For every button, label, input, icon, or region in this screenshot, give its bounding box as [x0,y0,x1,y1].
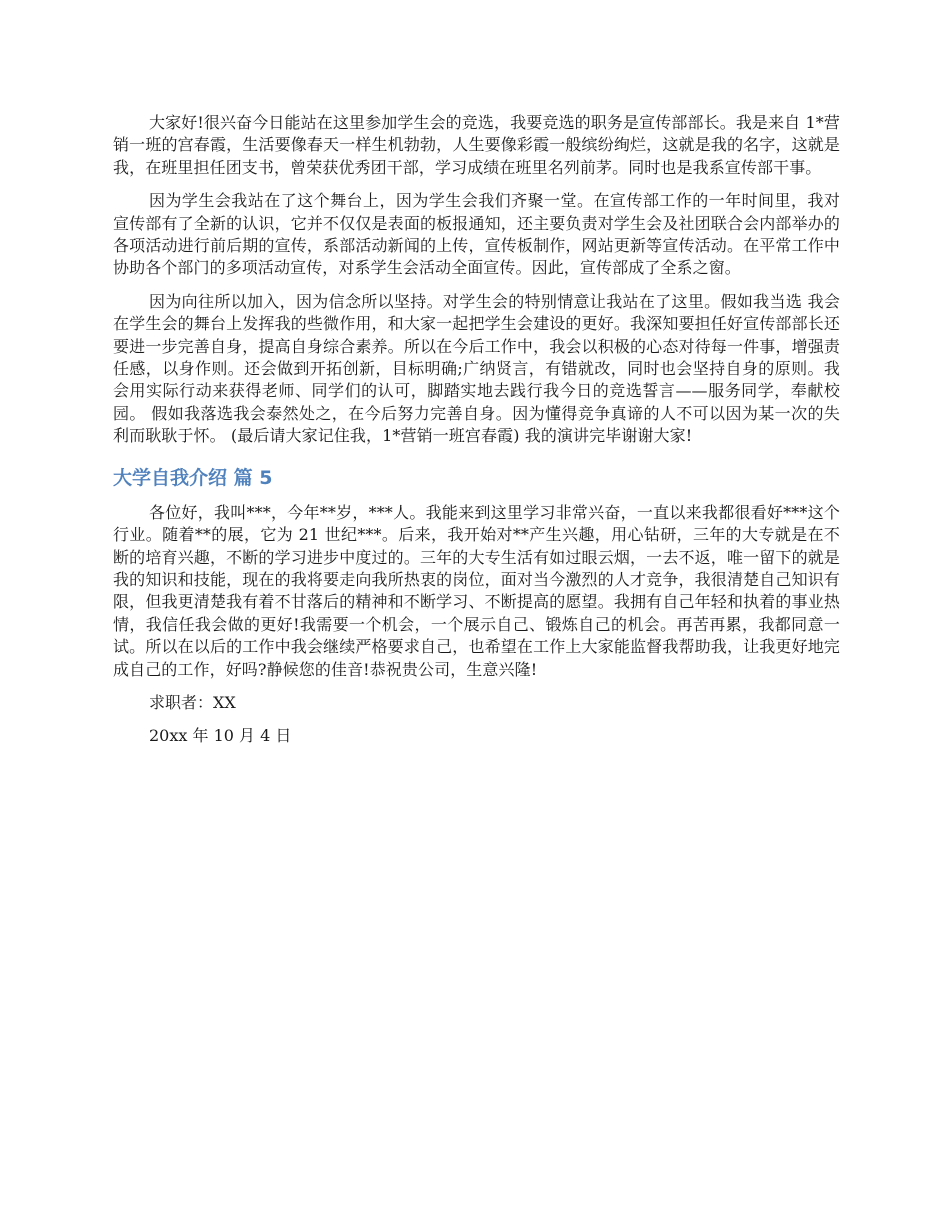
date-line: 20xx 年 10 月 4 日 [149,726,292,746]
intro-paragraph: 各位好，我叫***，今年**岁，***人。我能来到这里学习非常兴奋，一直以来我都很看好***这个行业。随着**的展，它为 21 世纪***。后来，我开始对**产生兴趣，用心钻研，三年的大专就是在不断的培育兴趣，不断的学习进步中度过的。三年的大专生活有如过眼云烟，一去不返，唯一留下的就是我的知识和技能，现在的我将要走向我所热衷的岗位，面对当今激烈的人才竞争，我很清楚自己知识有限，但我更清楚我有着不甘落后的精神和不断学习、不断提高的愿望。我拥有自己年轻和执着的事业热情，我信任我会做的更好!我需要一个机会，一个展示自己、锻炼自己的机会。再苦再累，我都同意一试。所以在以后的工作中我会继续严格要求自己，也希望在工作上大家能监督我帮助我，让我更好地完成自己的工作，好吗?静候您的佳音!恭祝贵公司，生意兴隆! [113,502,840,679]
applicant-line: 求职者：XX [149,692,236,712]
document-page [113,112,840,759]
speech-paragraph-1: 大家好!很兴奋今日能站在这里参加学生会的竞选，我要竞选的职务是宣传部部长。我是来自 1*营销一班的宫春霞，生活要像春天一样生机勃勃，人生要像彩霞一般缤纷绚烂，这就是我的名字，这就是我，在班里担任团支书，曾荣获优秀团干部，学习成绩在班里名列前茅。同时也是我系宣传部干事。 [113,113,840,177]
speech-paragraph-3: 因为向往所以加入，因为信念所以坚持。对学生会的特别情意让我站在了这里。假如我当选 我会在学生会的舞台上发挥我的些微作用，和大家一起把学生会建设的更好。我深知要担任好宣传部部长还要进一步完善自身，提高自身综合素养。所以在今后工作中，我会以积极的心态对待每一件事，增强责任感，以身作则。还会做到开拓创新，目标明确;广纳贤言，有错就改，同时也会坚持自身的原则。我会用实际行动来获得老师、同学们的认可，脚踏实地去践行我今日的竞选誓言——服务同学，奉献校园。 假如我落选我会泰然处之，在今后努力完善自身。因为懂得竞争真谛的人不可以因为某一次的失利而耿耿于怀。 (最后请大家记住我，1*营销一班宫春霞) 我的演讲完毕谢谢大家! [113,291,840,446]
speech-paragraph-2: 因为学生会我站在了这个舞台上，因为学生会我们齐聚一堂。在宣传部工作的一年时间里，我对宣传部有了全新的认识，它并不仅仅是表面的板报通知，还主要负责对学生会及社团联合会内部举办的各项活动进行前后期的宣传，系部活动新闻的上传，宣传板制作，网站更新等宣传活动。在平常工作中协助各个部门的多项活动宣传，对系学生会活动全面宣传。因此，宣传部成了全系之窗。 [113,191,840,278]
section-heading: 大学自我介绍 篇 5 [113,466,273,489]
